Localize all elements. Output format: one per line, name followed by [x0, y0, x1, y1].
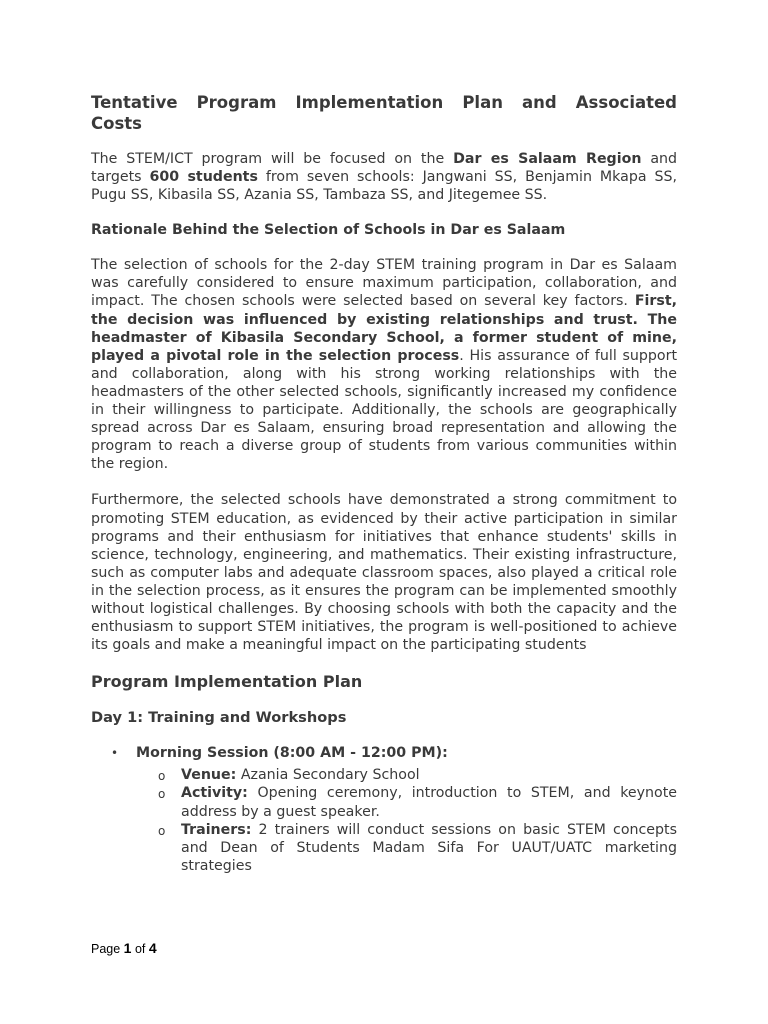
intro-text-1: The STEM/ICT program will be focused on the	[91, 151, 454, 167]
rationale-paragraph	[91, 256, 677, 473]
list-item	[136, 821, 677, 875]
intro-paragraph	[91, 150, 677, 204]
list-item	[91, 744, 677, 875]
session-details	[136, 766, 677, 875]
circle-bullet-icon: o	[158, 787, 166, 802]
page-footer	[91, 940, 157, 956]
rationale-bold: First, the decision was influenced by existing relationships and trust. The headmaster of Kibasila Secondary School, a former student of mine, played a pivotal role in the selection process	[91, 293, 677, 364]
session-list	[91, 744, 677, 875]
document-body	[91, 92, 677, 875]
trainers-label: Trainers:	[181, 821, 252, 838]
footer-page-word: Page	[91, 942, 124, 956]
intro-text-2: and targets	[91, 151, 678, 186]
day1-heading: Day 1: Training and Workshops	[91, 709, 347, 727]
venue-label: Venue:	[181, 767, 237, 784]
activity-label: Activity:	[181, 785, 248, 802]
circle-bullet-icon: o	[158, 769, 166, 784]
rationale-text-2: . His assurance of full support and collaboration, along with his strong working relationships with the headmasters of the other selected schools, significantly increased my confidence in their willingness to participate. Additionally, the schools are geographically spread across Dar es Salaam, ensuring broad representation and allowing the program to reach a diverse group of students from various communities within the region.	[91, 347, 678, 473]
furthermore-paragraph: Furthermore, the selected schools have demonstrated a strong commitment to promoting STEM education, as evidenced by their active participation in similar programs and their enthusiasm for initiatives that enhance students' skills in science, technology, engineering, and mathematics. Their existing infrastructure, such as computer labs and adequate classroom spaces, also played a critical role in the selection process, as it ensures the program can be implemented smoothly without logistical challenges. By choosing schools with both the capacity and the enthusiasm to support STEM initiatives, the program is well-positioned to achieve its goals and make a meaningful impact on the participating students	[91, 492, 677, 654]
footer-page-total: 4	[148, 940, 157, 956]
rationale-text-1: The selection of schools for the 2-day STEM training program in Dar es Salaam was carefully considered to ensure maximum participation, collaboration, and impact. The chosen schools were selected based on several key factors.	[91, 257, 677, 310]
footer-page-number: 1	[123, 940, 132, 956]
rationale-heading: Rationale Behind the Selection of Schools in Dar es Salaam	[91, 222, 566, 239]
trainers-value: 2 trainers will conduct sessions on basic STEM concepts and Dean of Students Madam Sifa For UAUT/UATC marketing strategies	[181, 821, 677, 874]
bullet-icon: •	[111, 746, 119, 761]
circle-bullet-icon: o	[158, 823, 166, 838]
session-title: Morning Session (8:00 AM - 12:00 PM):	[136, 745, 448, 762]
list-item	[136, 784, 677, 820]
intro-text-3: from seven schools: Jangwani SS, Benjamin Mkapa SS, Pugu SS, Kibasila SS, Azania SS, Tambaza SS, and Jitegemee SS.	[91, 169, 677, 204]
list-item	[136, 766, 677, 784]
venue-value: Azania Secondary School	[236, 767, 420, 784]
footer-of-word: of	[131, 942, 149, 956]
activity-value: Opening ceremony, introduction to STEM, and keynote address by a guest speaker.	[181, 785, 677, 820]
document-title: Tentative Program Implementation Plan and Associated Costs	[91, 93, 677, 133]
plan-heading: Program Implementation Plan	[91, 672, 363, 692]
intro-bold-students: 600 students	[149, 169, 258, 186]
intro-bold-region: Dar es Salaam Region	[453, 151, 642, 167]
